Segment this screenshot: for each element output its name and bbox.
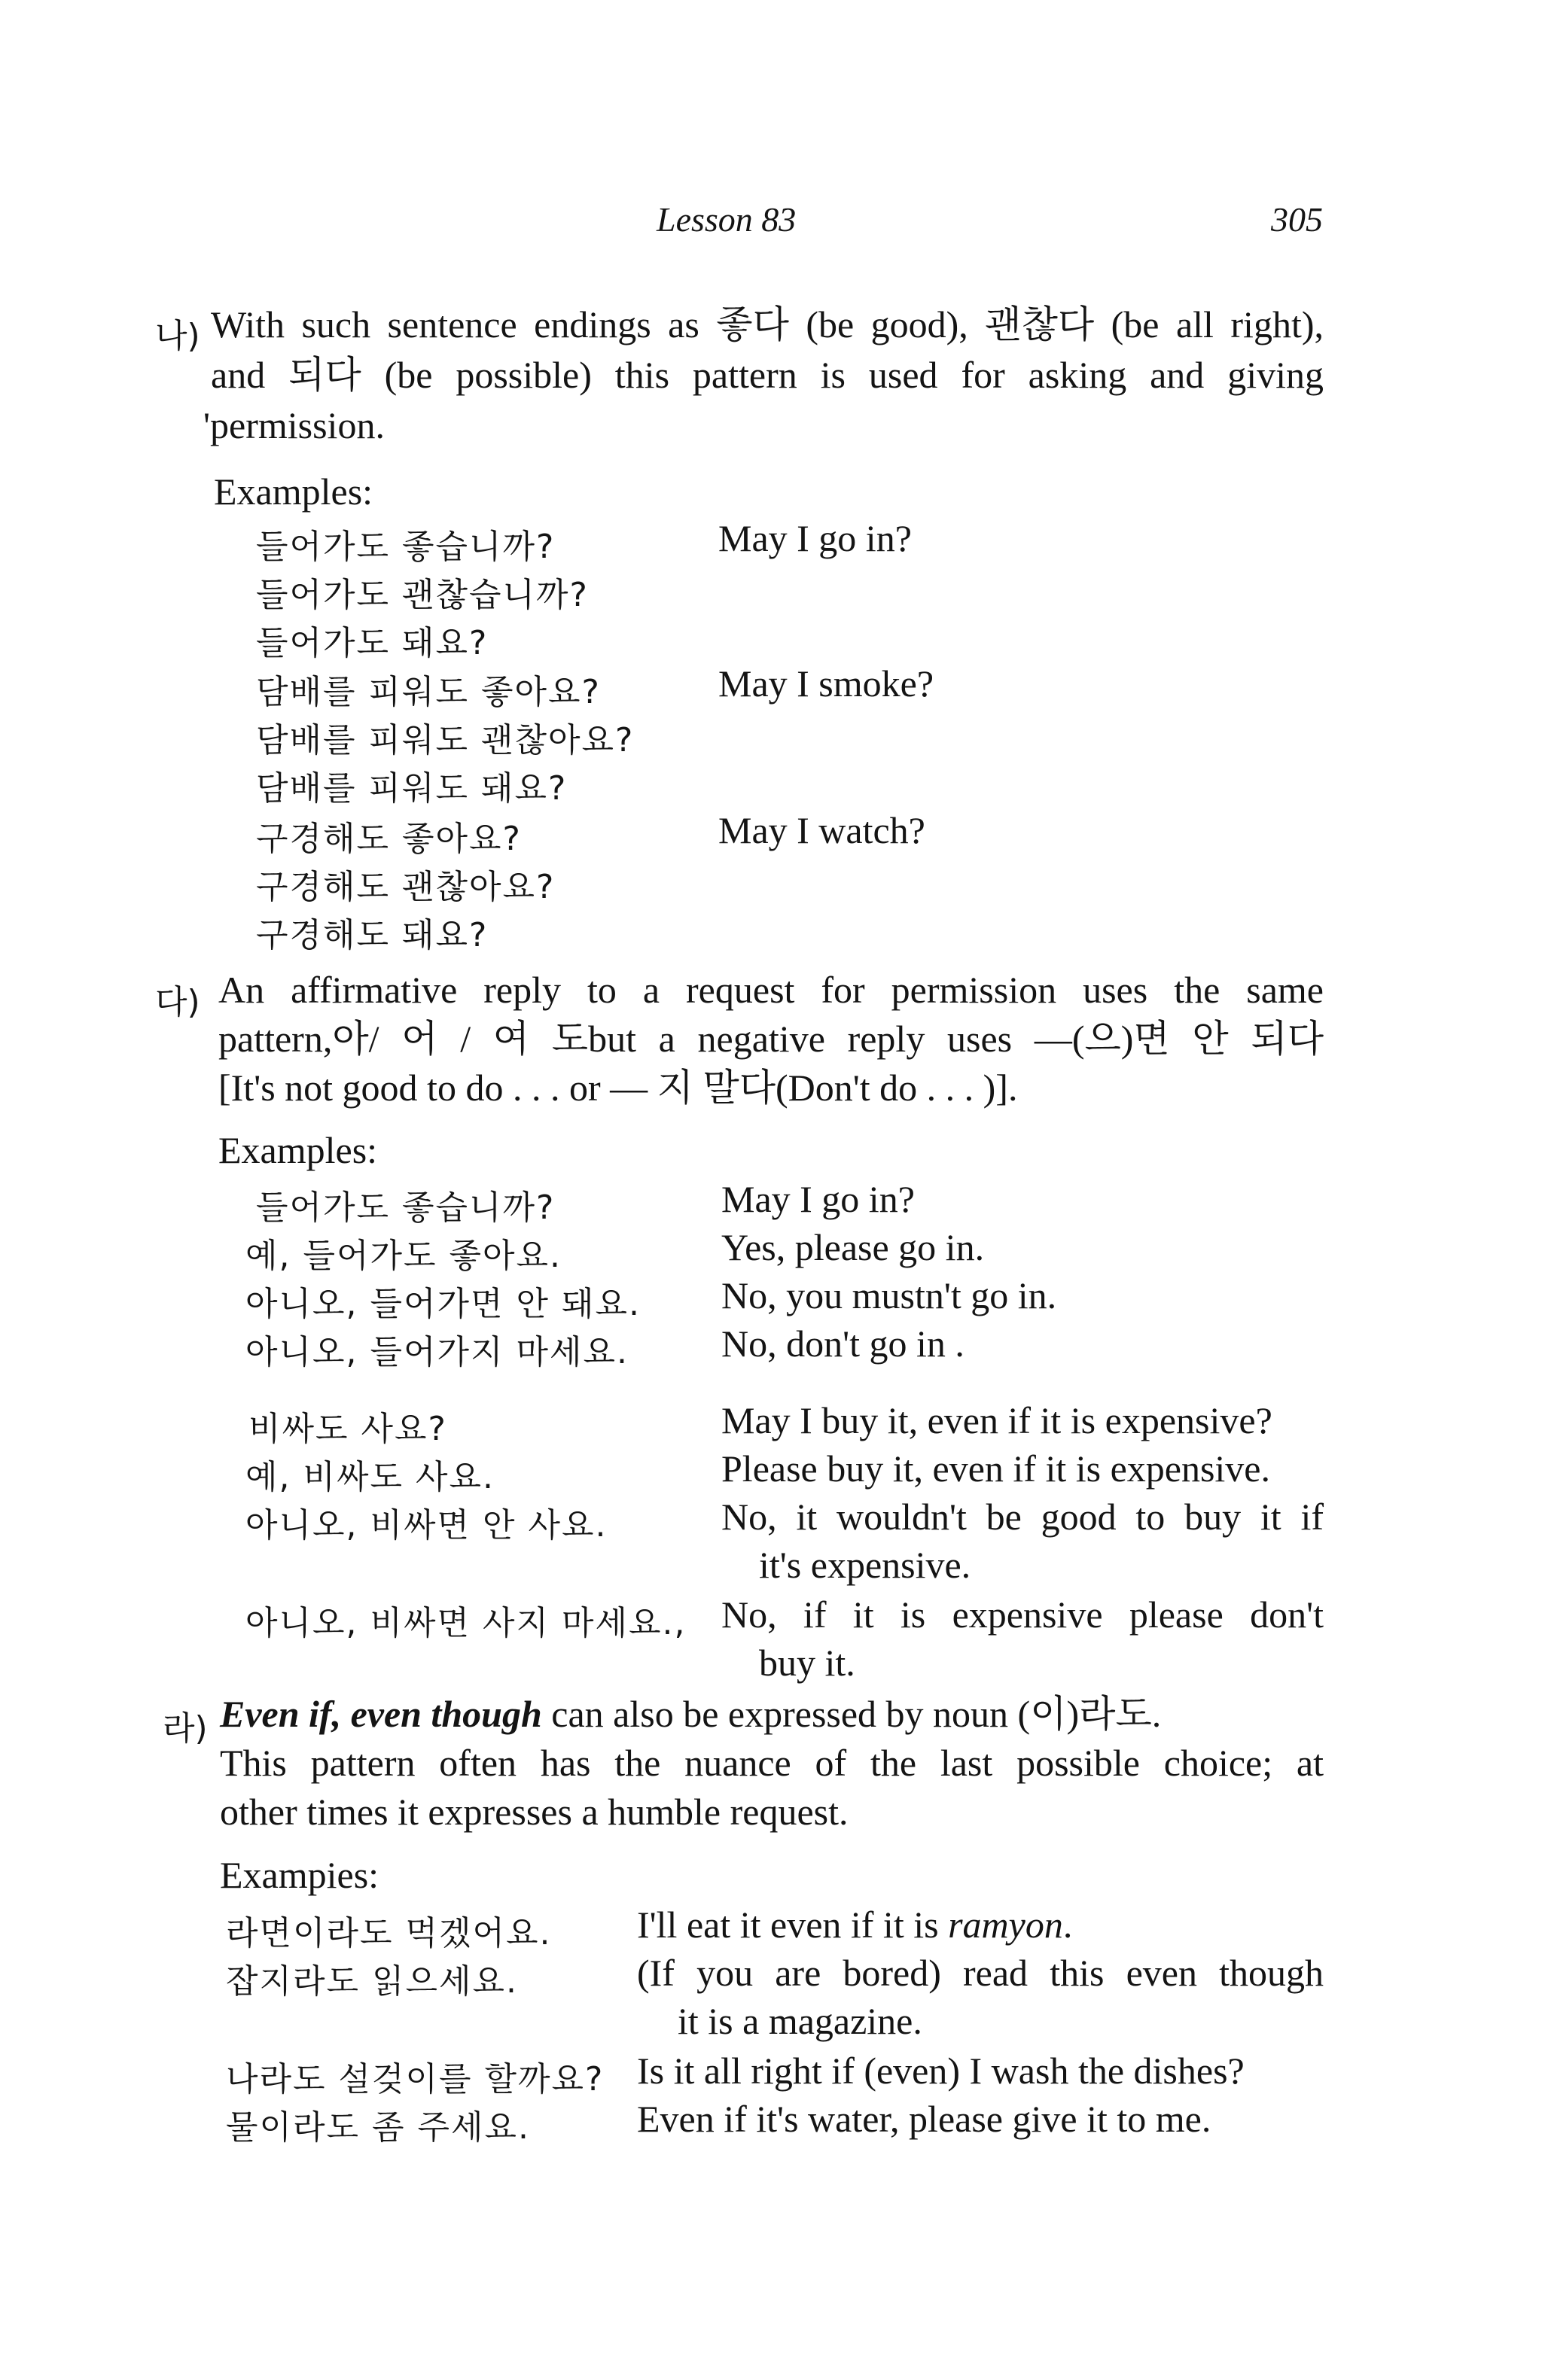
english-translation-text: I'll eat it even if it is [637, 1904, 949, 1946]
page-number: 305 [1271, 200, 1323, 239]
english-translation: May I smoke? [718, 662, 934, 705]
page-title: Lesson 83 [657, 200, 797, 239]
korean-example: 나라도 설겆이를 할까요? [226, 2060, 605, 2098]
korean-example: 들어가도 좋습니까? [256, 528, 556, 566]
english-translation: Yes, please go in. [721, 1226, 985, 1268]
section-ra-line-2: This pattern often has the nuance of the last possible choice; at [220, 1742, 1324, 1784]
english-translation: I'll eat it even if it is ramyon. [637, 1904, 1073, 1946]
section-na-line-1: With such sentence endings as 좋다 (be good), 괜찮다 (be all right), [211, 303, 1324, 345]
section-marker-na: 나) [155, 317, 200, 355]
english-translation: May I go in? [721, 1178, 915, 1220]
korean-example: 구경해도 돼요? [256, 916, 489, 954]
english-translation: No, if it is expensive please don't [721, 1593, 1324, 1636]
english-translation: May I watch? [718, 809, 925, 851]
section-da-line-2: pattern,아/ 어 / 여 도but a negative reply uses —(으)면 안 되다 [218, 1018, 1324, 1060]
english-translation: (If you are bored) read this even though [637, 1952, 1324, 1994]
korean-example: 비싸도 사요? [248, 1410, 447, 1448]
section-ra-line-1 [220, 1689, 1161, 1739]
section-na-line-2: and 되다 (be possible) this pattern is used for asking and giving [211, 354, 1324, 396]
section-marker-da: 다) [155, 983, 200, 1021]
section-marker-ra: 라) [163, 1709, 208, 1748]
korean-example: 라면이라도 먹겠어요. [226, 1914, 552, 1952]
section-na-line-3: 'permission. [203, 404, 385, 446]
korean-example: 들어가도 좋습니까? [256, 1188, 556, 1227]
korean-example: 아니오, 비싸면 안 사요. [245, 1506, 608, 1545]
english-translation: No, don't go in . [721, 1322, 965, 1365]
korean-example: 구경해도 괜찮아요? [256, 868, 556, 906]
korean-example: 들어가도 괜찮습니까? [256, 576, 589, 614]
english-translation: No, you mustn't go in. [721, 1274, 1057, 1316]
korean-example: 구경해도 좋아요? [256, 820, 522, 858]
section-da-line-3: [It's not good to do . . . or — 지 말다(Don't do . . . )]. [218, 1067, 1018, 1109]
korean-example: 아니오, 들어가지 마세요. [245, 1333, 629, 1371]
korean-example: 담배를 피워도 돼요? [256, 769, 568, 808]
korean-example: 잡지라도 읽으세요. [226, 1962, 519, 2001]
english-translation: May I go in? [718, 517, 912, 559]
korean-example: 아니오, 들어가면 안 돼요. [245, 1285, 641, 1323]
korean-example: 아니오, 비싸면 사지 마세요., [245, 1604, 687, 1642]
english-translation: Is it all right if (even) I wash the dishes? [637, 2050, 1245, 2092]
korean-example: 들어가도 돼요? [256, 624, 489, 662]
korean-example: 물이라도 좀 주세요. [226, 2108, 530, 2147]
section-da-line-1: An affirmative reply to a request for permission uses the same [218, 969, 1324, 1011]
english-translation: May I buy it, even if it is expensive? [721, 1399, 1272, 1441]
section-ra-line-3: other times it expresses a humble request. [220, 1791, 849, 1833]
examples-label: Exampies: [220, 1854, 379, 1896]
english-translation: Even if it's water, please give it to me. [637, 2098, 1211, 2140]
english-translation: buy it. [759, 1642, 855, 1684]
english-translation: it's expensive. [759, 1544, 971, 1586]
english-translation: No, it wouldn't be good to buy it if [721, 1496, 1324, 1538]
korean-example: 담배를 피워도 좋아요? [256, 673, 601, 711]
examples-label: Examples: [218, 1129, 378, 1171]
section-ra-line-1-rest: can also be expressed by noun (이)라도. [541, 1693, 1162, 1735]
english-translation: it is a magazine. [678, 2000, 922, 2042]
english-translation: Please buy it, even if it is expensive. [721, 1447, 1271, 1490]
korean-example: 담배를 피워도 괜찮아요? [256, 721, 635, 759]
emphasis-text: Even if, even though [220, 1693, 542, 1735]
examples-label: Examples: [214, 470, 373, 513]
korean-example: 예, 비싸도 사요. [245, 1458, 495, 1496]
korean-example: 예, 들어가도 좋아요. [245, 1237, 562, 1275]
italic-word: ramyon [948, 1904, 1063, 1946]
